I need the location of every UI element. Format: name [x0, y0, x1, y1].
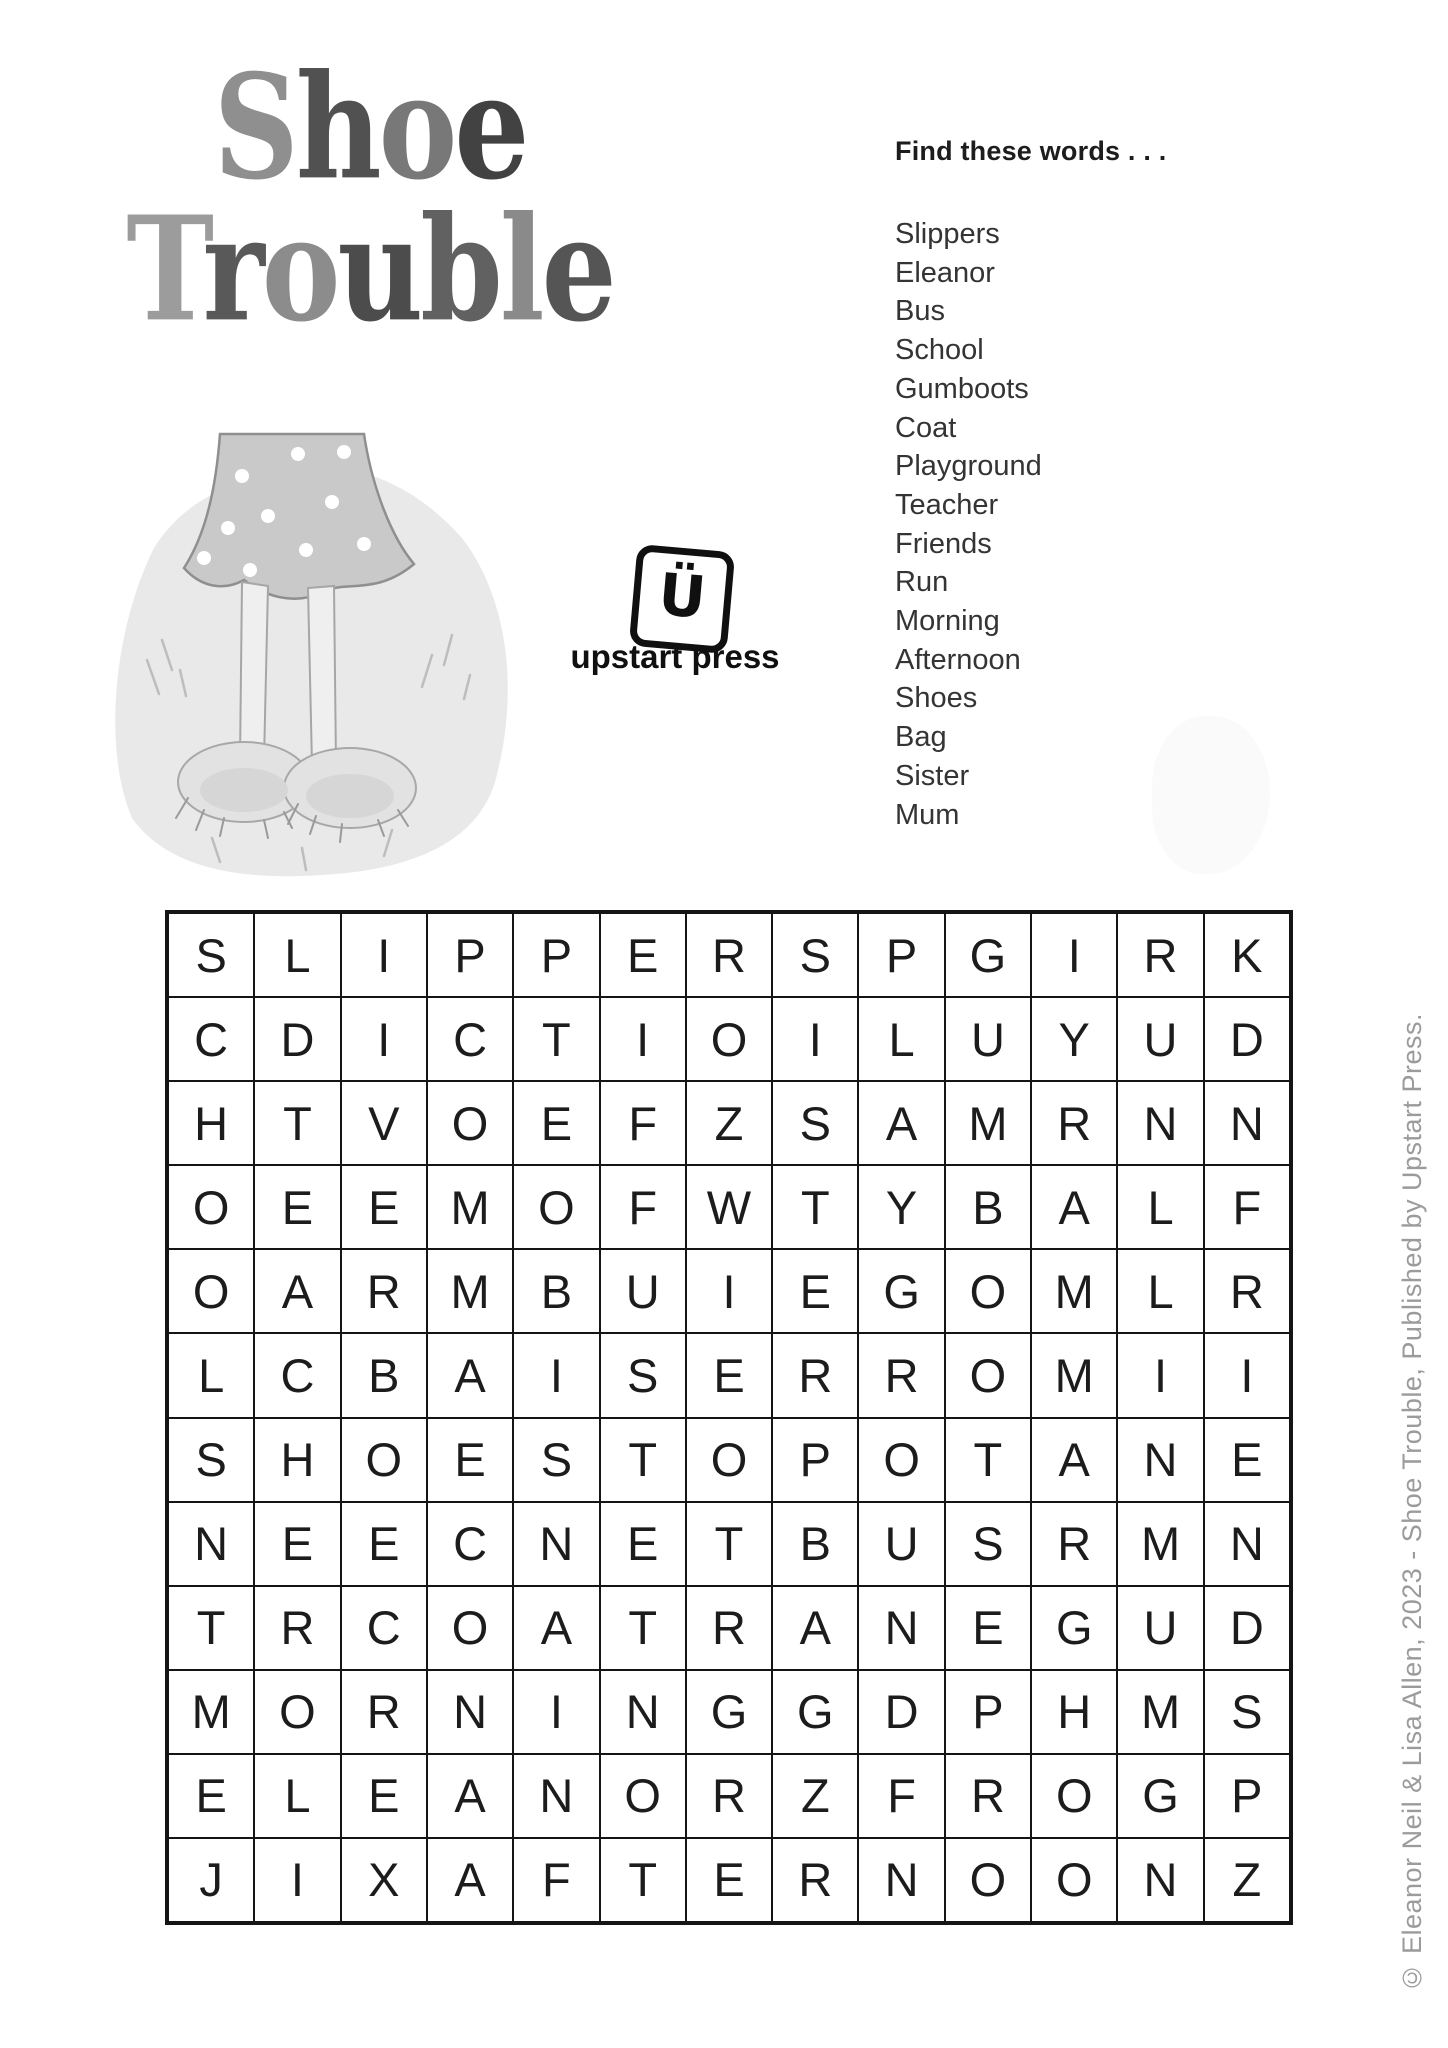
title-letter: b	[420, 184, 500, 354]
grid-cell: T	[254, 1081, 340, 1165]
grid-cell: O	[686, 997, 772, 1081]
grid-cell: A	[513, 1586, 599, 1670]
grid-cell: B	[945, 1165, 1031, 1249]
grid-cell: R	[254, 1586, 340, 1670]
grid-cell: P	[772, 1418, 858, 1502]
grid-cell: T	[686, 1502, 772, 1586]
grid-cell: J	[168, 1838, 254, 1922]
title-letter: l	[499, 184, 542, 354]
grid-cell: M	[1031, 1333, 1117, 1417]
grid-cell: N	[1204, 1502, 1290, 1586]
page-title	[0, 0, 740, 420]
grid-cell: A	[427, 1333, 513, 1417]
grid-cell: R	[772, 1838, 858, 1922]
grid-cell: R	[341, 1249, 427, 1333]
grid-cell: D	[1204, 997, 1290, 1081]
grid-cell: F	[1204, 1165, 1290, 1249]
word-search-grid	[165, 910, 1293, 1925]
grid-cell: R	[945, 1754, 1031, 1838]
grid-cell: R	[341, 1670, 427, 1754]
grid-cell: O	[945, 1249, 1031, 1333]
grid-cell: P	[427, 913, 513, 997]
grid-cell: E	[254, 1165, 340, 1249]
grid-cell: S	[772, 913, 858, 997]
word-list-item: Morning	[895, 605, 1000, 638]
word-list-item: Eleanor	[895, 256, 995, 289]
grid-cell: T	[600, 1418, 686, 1502]
grid-cell: X	[341, 1838, 427, 1922]
grid-cell: T	[772, 1165, 858, 1249]
grid-cell: E	[168, 1754, 254, 1838]
grid-cell: G	[686, 1670, 772, 1754]
grid-cell: E	[513, 1081, 599, 1165]
grid-cell: S	[945, 1502, 1031, 1586]
grid-cell: U	[945, 997, 1031, 1081]
word-list-item: Teacher	[895, 488, 999, 521]
grid-cell: O	[945, 1838, 1031, 1922]
title-letter: S	[213, 42, 296, 212]
word-list-item: School	[895, 334, 984, 367]
page-title-line	[70, 184, 670, 354]
grid-cell: M	[1117, 1502, 1203, 1586]
grid-cell: E	[1204, 1418, 1290, 1502]
grid-cell: O	[686, 1418, 772, 1502]
grid-cell: E	[427, 1418, 513, 1502]
title-letter: u	[337, 184, 421, 354]
grid-cell: U	[1117, 997, 1203, 1081]
grid-cell: N	[513, 1502, 599, 1586]
grid-cell: C	[427, 997, 513, 1081]
grid-cell: Y	[858, 1165, 944, 1249]
grid-cell: F	[513, 1838, 599, 1922]
grid-cell: Y	[1031, 997, 1117, 1081]
grid-cell: C	[427, 1502, 513, 1586]
word-list-item: Sister	[895, 759, 970, 792]
grid-cell: M	[427, 1249, 513, 1333]
grid-cell: K	[1204, 913, 1290, 997]
word-list-item: Afternoon	[895, 643, 1021, 676]
grid-cell: E	[254, 1502, 340, 1586]
title-letter: e	[454, 42, 527, 212]
grid-cell: V	[341, 1081, 427, 1165]
grid-cell: O	[168, 1165, 254, 1249]
grid-cell: A	[427, 1754, 513, 1838]
grid-cell: O	[1031, 1838, 1117, 1922]
grid-cell: T	[945, 1418, 1031, 1502]
grid-cell: I	[600, 997, 686, 1081]
grid-cell: G	[772, 1670, 858, 1754]
word-list-item: Run	[895, 566, 949, 599]
grid-cell: S	[168, 913, 254, 997]
grid-cell: W	[686, 1165, 772, 1249]
grid-cell: O	[600, 1754, 686, 1838]
grid-cell: S	[600, 1333, 686, 1417]
grid-cell: A	[254, 1249, 340, 1333]
grid-cell: H	[1031, 1670, 1117, 1754]
grid-cell: L	[858, 997, 944, 1081]
grid-cell: O	[427, 1586, 513, 1670]
grid-cell: S	[513, 1418, 599, 1502]
grid-cell: L	[1117, 1165, 1203, 1249]
grid-cell: E	[945, 1586, 1031, 1670]
grid-cell: N	[600, 1670, 686, 1754]
grid-cell: O	[427, 1081, 513, 1165]
grid-cell: E	[772, 1249, 858, 1333]
word-list-item: Bus	[895, 295, 945, 328]
grid-cell: I	[1117, 1333, 1203, 1417]
grid-cell: P	[513, 913, 599, 997]
grid-cell: H	[254, 1418, 340, 1502]
grid-cell: I	[513, 1333, 599, 1417]
grid-cell: D	[858, 1670, 944, 1754]
grid-cell: I	[1204, 1333, 1290, 1417]
word-list-item: Bag	[895, 721, 947, 754]
grid-cell: P	[945, 1670, 1031, 1754]
grid-cell: N	[858, 1838, 944, 1922]
grid-cell: P	[858, 913, 944, 997]
faint-background-blob	[1152, 716, 1270, 874]
grid-cell: Z	[1204, 1838, 1290, 1922]
grid-cell: C	[341, 1586, 427, 1670]
grid-cell: I	[341, 997, 427, 1081]
grid-cell: R	[1117, 913, 1203, 997]
grid-cell: N	[427, 1670, 513, 1754]
grid-cell: N	[1117, 1418, 1203, 1502]
title-letter: o	[378, 42, 455, 212]
grid-cell: R	[772, 1333, 858, 1417]
grid-cell: Z	[686, 1081, 772, 1165]
grid-cell: T	[513, 997, 599, 1081]
grid-cell: G	[858, 1249, 944, 1333]
grid-cell: O	[858, 1418, 944, 1502]
word-list-item: Slippers	[895, 218, 1000, 250]
grid-cell: O	[168, 1249, 254, 1333]
grid-cell: F	[600, 1081, 686, 1165]
word-list-item: Gumboots	[895, 372, 1029, 405]
copyright-notice: © Eleanor Neil & Lisa Allen, 2023 - Shoe Trouble, Published by Upstart Press.	[1397, 1012, 1427, 1992]
grid-cell: M	[168, 1670, 254, 1754]
grid-cell: R	[1031, 1502, 1117, 1586]
title-letter: o	[261, 184, 338, 354]
grid-cell: U	[858, 1502, 944, 1586]
grid-cell: E	[341, 1502, 427, 1586]
grid-cell: G	[1031, 1586, 1117, 1670]
grid-cell: E	[600, 1502, 686, 1586]
grid-cell: E	[686, 1838, 772, 1922]
grid-cell: A	[858, 1081, 944, 1165]
word-list-item: Playground	[895, 450, 1042, 483]
word-list-item: Friends	[895, 527, 992, 560]
grid-cell: L	[168, 1333, 254, 1417]
grid-cell: S	[1204, 1670, 1290, 1754]
grid-cell: T	[168, 1586, 254, 1670]
grid-cell: T	[600, 1586, 686, 1670]
grid-cell: I	[1031, 913, 1117, 997]
grid-cell: C	[254, 1333, 340, 1417]
grid-cell: B	[341, 1333, 427, 1417]
grid-cell: A	[772, 1586, 858, 1670]
grid-cell: M	[1117, 1670, 1203, 1754]
word-list-item: Mum	[895, 798, 960, 831]
grid-cell: R	[686, 1754, 772, 1838]
grid-cell: N	[1117, 1081, 1203, 1165]
grid-cell: A	[1031, 1165, 1117, 1249]
grid-cell: N	[1204, 1081, 1290, 1165]
grid-cell: R	[686, 913, 772, 997]
grid-cell: E	[341, 1754, 427, 1838]
grid-cell: U	[1117, 1586, 1203, 1670]
grid-cell: O	[254, 1670, 340, 1754]
grid-cell: I	[341, 913, 427, 997]
grid-cell: O	[513, 1165, 599, 1249]
grid-cell: I	[513, 1670, 599, 1754]
grid-cell: O	[1031, 1754, 1117, 1838]
grid-cell: B	[513, 1249, 599, 1333]
title-letter: r	[202, 184, 262, 354]
word-list-item: Coat	[895, 411, 957, 444]
grid-cell: A	[1031, 1418, 1117, 1502]
grid-cell: O	[341, 1418, 427, 1502]
grid-cell: I	[772, 997, 858, 1081]
upstart-press-wordmark: upstart press	[570, 638, 780, 675]
title-letter: h	[295, 42, 379, 212]
grid-cell: R	[686, 1586, 772, 1670]
title-letter: T	[126, 184, 203, 354]
grid-cell: E	[341, 1165, 427, 1249]
grid-cell: M	[427, 1165, 513, 1249]
grid-cell: F	[858, 1754, 944, 1838]
grid-cell: D	[1204, 1586, 1290, 1670]
title-letter: e	[541, 184, 614, 354]
word-list-item: Shoes	[895, 682, 978, 715]
grid-cell: E	[686, 1333, 772, 1417]
grid-cell: S	[772, 1081, 858, 1165]
grid-cell: G	[1117, 1754, 1203, 1838]
grid-cell: M	[945, 1081, 1031, 1165]
grid-cell: Z	[772, 1754, 858, 1838]
grid-cell: R	[1204, 1249, 1290, 1333]
grid-cell: A	[427, 1838, 513, 1922]
grid-cell: R	[1031, 1081, 1117, 1165]
grid-cell: N	[858, 1586, 944, 1670]
upstart-press-monogram-icon: Ü	[655, 560, 709, 632]
grid-cell: L	[1117, 1249, 1203, 1333]
grid-cell: L	[254, 913, 340, 997]
word-list-heading: Find these words . . .	[895, 136, 1167, 166]
grid-cell: R	[858, 1333, 944, 1417]
grid-cell: I	[254, 1838, 340, 1922]
grid-cell: O	[945, 1333, 1031, 1417]
grid-cell: N	[1117, 1838, 1203, 1922]
grid-cell: H	[168, 1081, 254, 1165]
grid-cell: D	[254, 997, 340, 1081]
grid-cell: E	[600, 913, 686, 997]
grid-cell: T	[600, 1838, 686, 1922]
grid-cell: C	[168, 997, 254, 1081]
grid-cell: N	[513, 1754, 599, 1838]
slippers-illustration	[92, 430, 522, 880]
grid-cell: F	[600, 1165, 686, 1249]
grid-cell: N	[168, 1502, 254, 1586]
grid-cell: I	[686, 1249, 772, 1333]
grid-cell: M	[1031, 1249, 1117, 1333]
grid-cell: L	[254, 1754, 340, 1838]
word-list-panel	[895, 136, 1315, 834]
grid-cell: P	[1204, 1754, 1290, 1838]
grid-cell: B	[772, 1502, 858, 1586]
grid-cell: G	[945, 913, 1031, 997]
grid-cell: S	[168, 1418, 254, 1502]
grid-cell: U	[600, 1249, 686, 1333]
